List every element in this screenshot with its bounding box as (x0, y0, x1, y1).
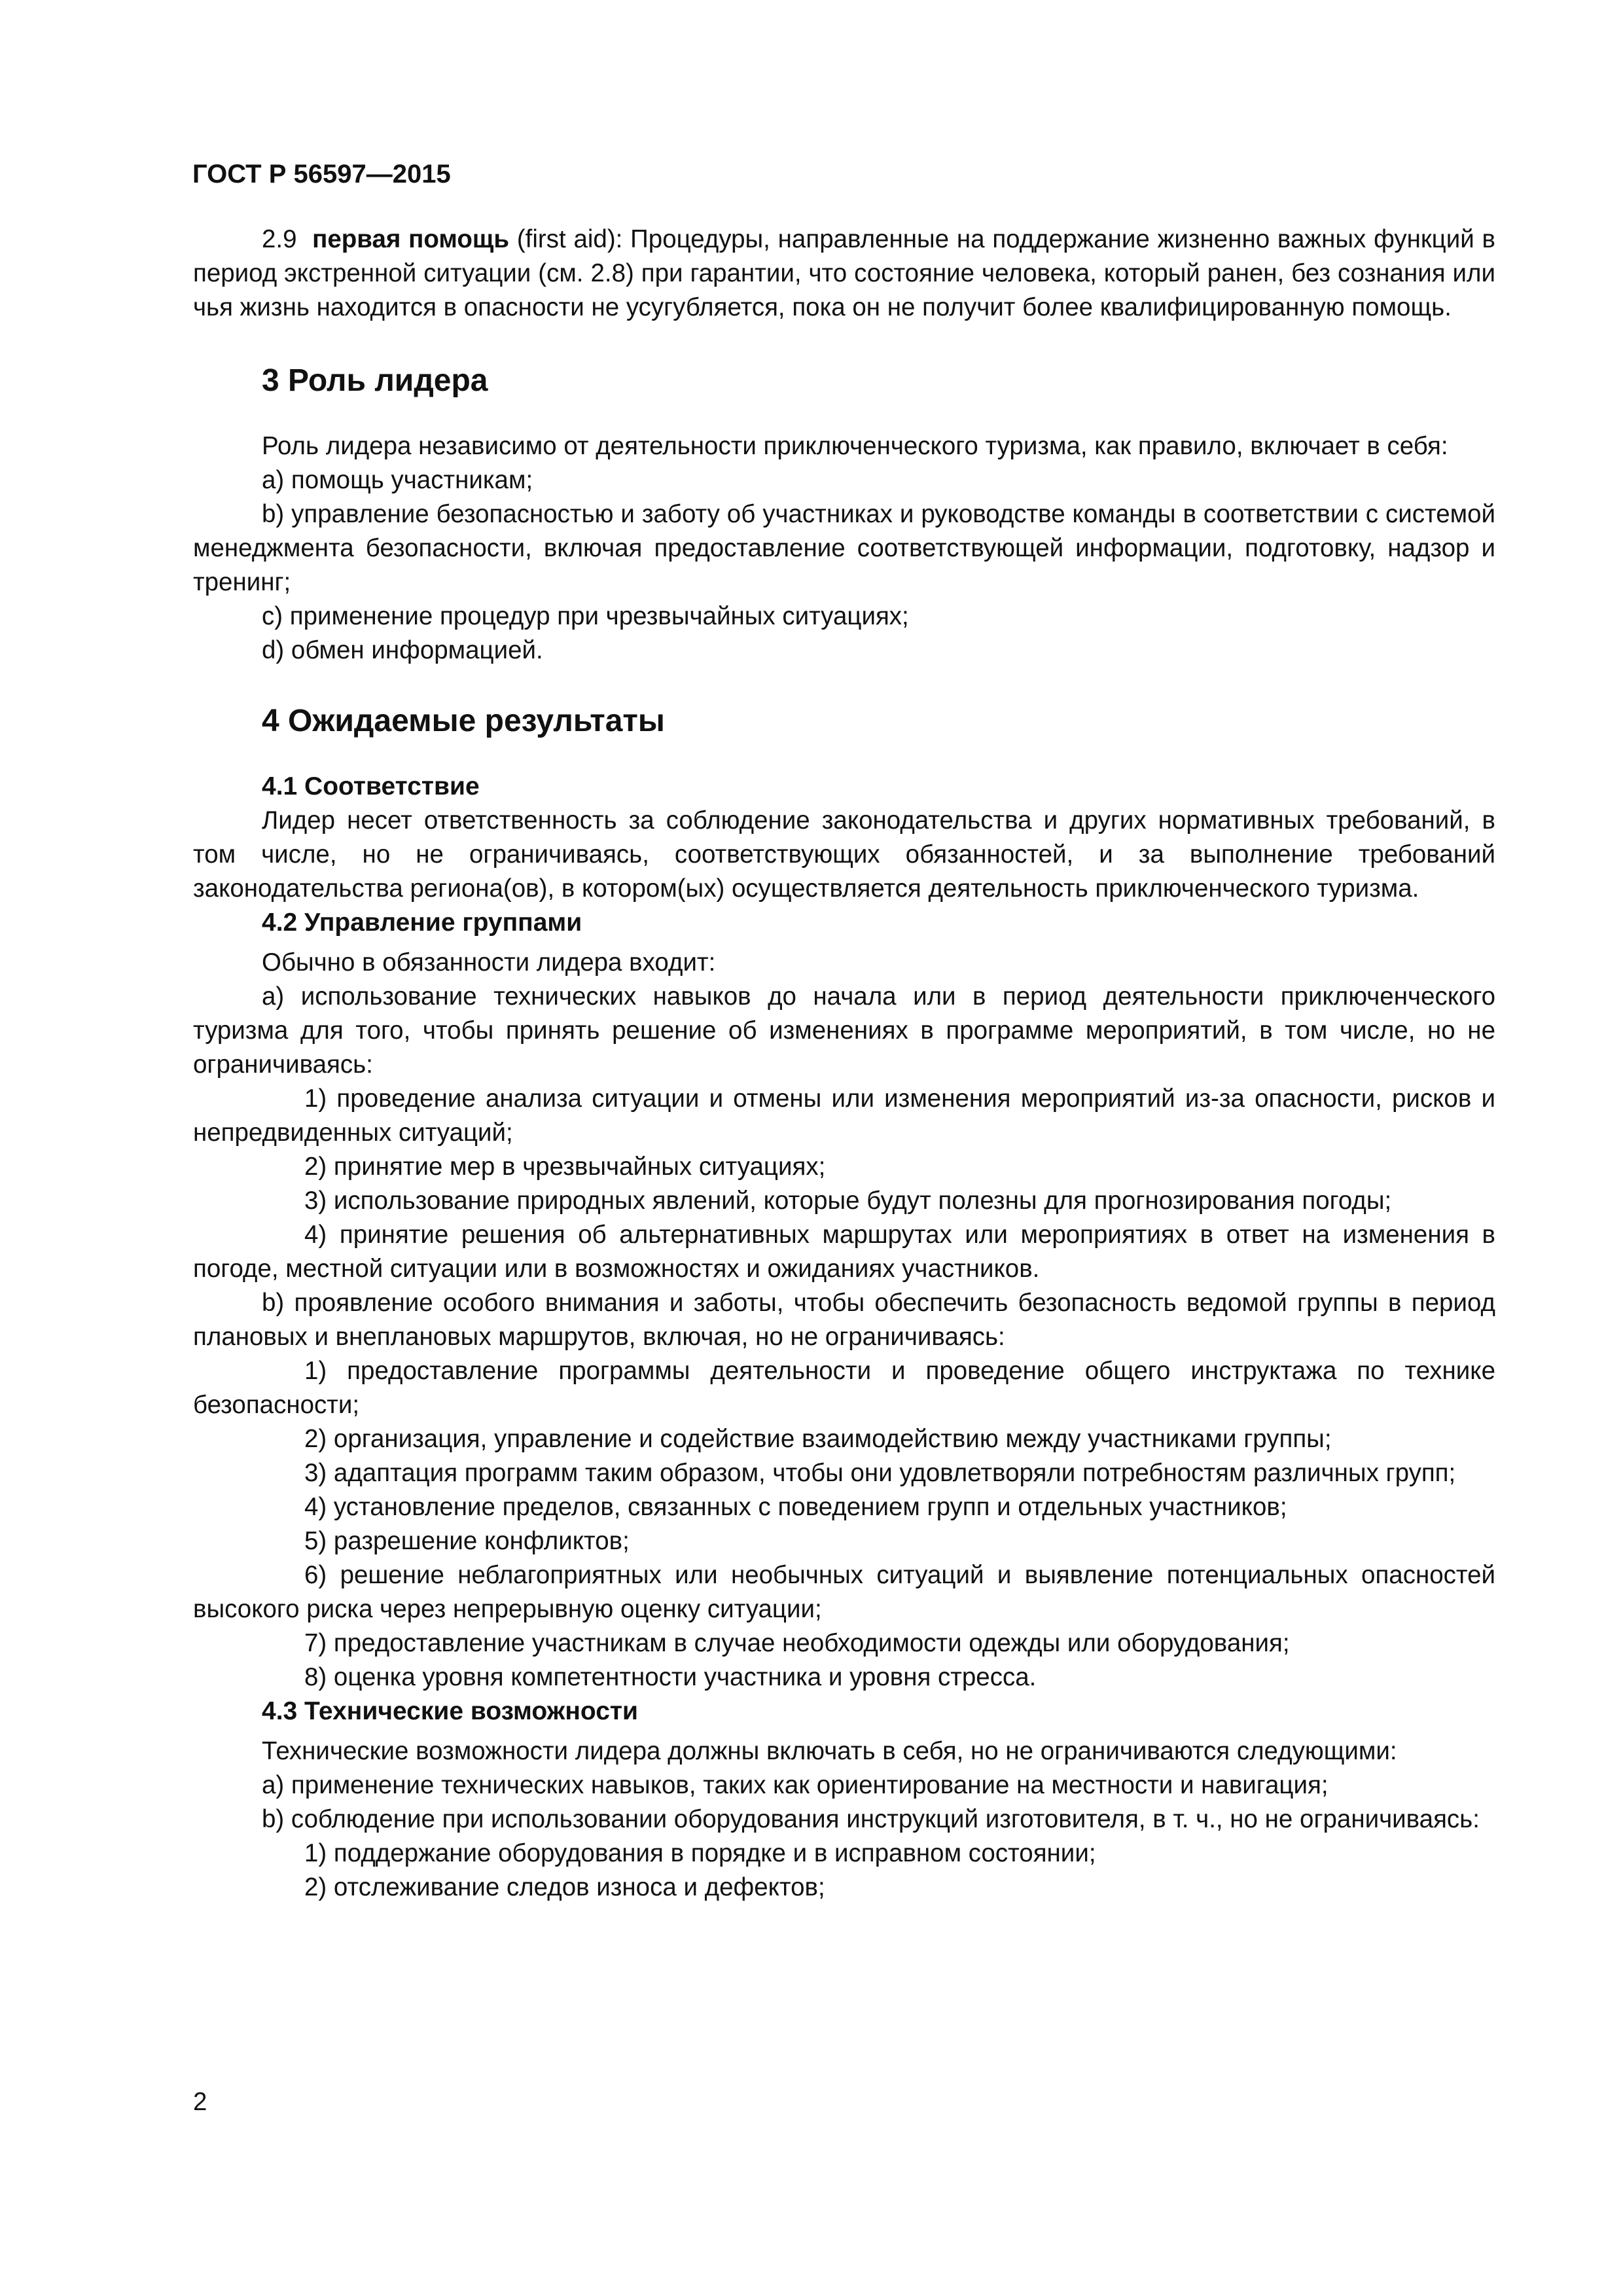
definition-term: первая помощь (312, 225, 510, 253)
section-4-2-heading: 4.2 Управление группами (262, 908, 582, 937)
section-4-3-b-sub-1: 1) поддержание оборудования в порядке и в исправном состоянии; (304, 1839, 1096, 1867)
section-4-1-text: Лидер несет ответственность за соблюдение законодательства и других нормативных требований, в том числе, но не ограничиваясь, соответствующих обязанностей, и за выполнение требований законодательства региона(ов), в котором(ых) осуществляется деятельность приключенческого туризма. (193, 806, 1495, 903)
section-4-2-item-b: b) проявление особого внимания и заботы, чтобы обеспечить безопасность ведомой группы в период плановых и внеплановых маршрутов, включая, но не ограничиваясь: (193, 1289, 1495, 1351)
section-3-item-c: c) применение процедур при чрезвычайных ситуациях; (262, 602, 909, 630)
section-4-2-b-sub-3: 3) адаптация программ таким образом, чтобы они удовлетворяли потребностям различных групп; (304, 1459, 1456, 1487)
section-4-2-item-a: a) использование технических навыков до начала или в период деятельности приключенческого туризма для того, чтобы принять решение об изменениях в программе мероприятий, в том числе, но не ограничиваясь: (193, 982, 1495, 1079)
definition-2-9 (193, 223, 1495, 325)
section-4-2-b-sub-4: 4) установление пределов, связанных с поведением групп и отдельных участников; (304, 1493, 1287, 1521)
page-number: 2 (193, 2088, 207, 2116)
section-4-3-item-b: b) соблюдение при использовании оборудования инструкций изготовителя, в т. ч., но не ограничиваясь: (262, 1805, 1480, 1833)
section-3-item-b: b) управление безопасностью и заботу об участниках и руководстве команды в соответствии с системой менеджмента безопасности, включая предоставление соответствующей информации, подготовку, надзор и тренинг; (193, 500, 1495, 596)
definition-text: (first aid): Процедуры, направленные на поддержание жизненно важных функций в период экстренной ситуации (см. 2.8) при гарантии, что состояние человека, который ранен, без сознания или чья жизнь находится в опасности не усугубляется, пока он не получит более квалифицированную помощь. (193, 225, 1495, 321)
section-4-2-a-sub-2: 2) принятие мер в чрезвычайных ситуациях; (304, 1153, 826, 1181)
section-4-3-heading: 4.3 Технические возможности (262, 1697, 638, 1725)
section-3-item-d: d) обмен информацией. (262, 636, 543, 664)
section-4-2-a-sub-3: 3) использование природных явлений, которые будут полезны для прогнозирования погоды; (304, 1187, 1392, 1215)
section-4-2-intro: Обычно в обязанности лидера входит: (262, 948, 716, 977)
section-4-2-b-sub-2: 2) организация, управление и содействие взаимодействию между участниками группы; (304, 1425, 1332, 1453)
section-4-2-b-sub-8: 8) оценка уровня компетентности участника и уровня стресса. (304, 1663, 1037, 1691)
document-header: ГОСТ Р 56597—2015 (192, 160, 451, 188)
section-3-intro: Роль лидера независимо от деятельности приключенческого туризма, как правило, включает в себя: (262, 432, 1448, 460)
section-4-1-heading: 4.1 Соответствие (262, 772, 480, 800)
section-3-heading: 3 Роль лидера (262, 363, 488, 398)
section-4-3-intro: Технические возможности лидера должны включать в себя, но не ограничиваются следующими: (262, 1737, 1397, 1765)
section-4-3-b-sub-2: 2) отслеживание следов износа и дефектов; (304, 1873, 825, 1901)
section-4-2-b-sub-7: 7) предоставление участникам в случае необходимости одежды или оборудования; (304, 1629, 1290, 1657)
page-body (193, 157, 1495, 1905)
section-4-2-b-sub-6: 6) решение неблагоприятных или необычных ситуаций и выявление потенциальных опасностей высокого риска через непрерывную оценку ситуации; (193, 1561, 1495, 1623)
section-3-item-a: a) помощь участникам; (262, 466, 533, 494)
section-4-heading: 4 Ожидаемые результаты (262, 704, 665, 738)
section-4-2-a-sub-1: 1) проведение анализа ситуации и отмены или изменения мероприятий из-за опасности, рисков и непредвиденных ситуаций; (193, 1085, 1495, 1147)
section-4-2-a-sub-4: 4) принятие решения об альтернативных маршрутах или мероприятиях в ответ на изменения в погоде, местной ситуации или в возможностях и ожиданиях участников. (193, 1221, 1495, 1283)
section-4-2-b-sub-1: 1) предоставление программы деятельности и проведение общего инструктажа по технике безопасности; (193, 1357, 1495, 1419)
section-4-2-b-sub-5: 5) разрешение конфликтов; (304, 1527, 630, 1555)
section-4-3-item-a: a) применение технических навыков, таких как ориентирование на местности и навигация; (262, 1771, 1329, 1799)
definition-number: 2.9 (262, 225, 297, 253)
